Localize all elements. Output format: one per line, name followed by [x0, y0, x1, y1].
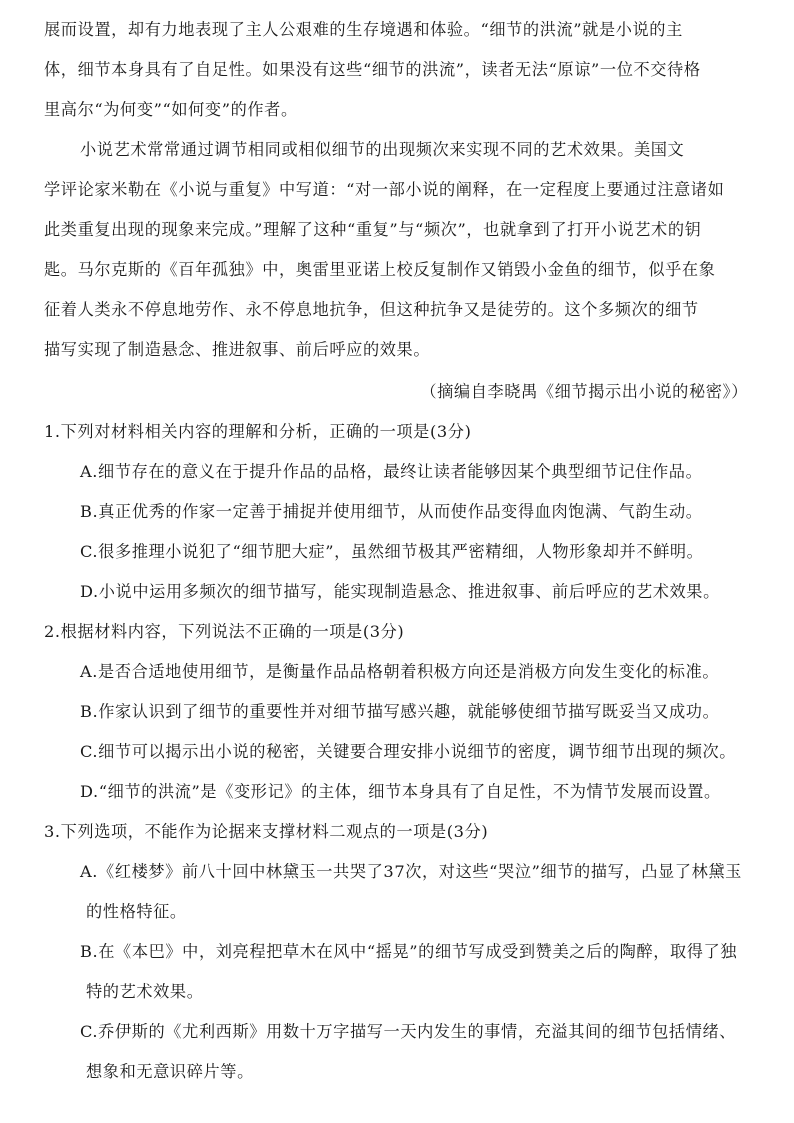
- option-c: C.乔伊斯的《尤利西斯》用数十万字描写一天内发生的事情，充溢其间的细节包括情绪、: [80, 1022, 737, 1041]
- option-a: A.是否合适地使用细节，是衡量作品品格朝着积极方向还是消极方向发生变化的标准。: [80, 662, 720, 681]
- passage-line: 此类重复出现的现象来完成。”理解了这种“重复”与“频次”，也就拿到了打开小说艺术的钥: [44, 220, 702, 239]
- question-stem: 1.下列对材料相关内容的理解和分析，正确的一项是(3分): [44, 422, 472, 441]
- question-stem: 3.下列选项，不能作为论据来支撑材料二观点的一项是(3分): [44, 822, 489, 841]
- option-d: D.“细节的洪流”是《变形记》的主体，细节本身具有了自足性，不为情节发展而设置。: [80, 782, 721, 801]
- option-b: B.在《本巴》中，刘亮程把草木在风中“摇晃”的细节写成受到赞美之后的陶醉，取得了独: [80, 942, 738, 961]
- option-c: C.很多推理小说犯了“细节肥大症”，虽然细节极其严密精细，人物形象却并不鲜明。: [80, 542, 704, 561]
- question-stem: 2.根据材料内容，下列说法不正确的一项是(3分): [44, 622, 405, 641]
- option-d: D.小说中运用多频次的细节描写，能实现制造悬念、推进叙事、前后呼应的艺术效果。: [80, 582, 720, 601]
- passage-line: 小说艺术常常通过调节相同或相似细节的出现频次来实现不同的艺术效果。美国文: [80, 140, 685, 159]
- passage-source: （摘编自李晓禺《细节揭示出小说的秘密》）: [420, 382, 748, 401]
- passage-line: 里高尔“为何变”“如何变”的作者。: [44, 100, 298, 119]
- option-b-cont: 特的艺术效果。: [86, 982, 204, 1001]
- passage-line: 学评论家米勒在《小说与重复》中写道：“对一部小说的阐释，在一定程度上要通过注意诸如: [44, 180, 725, 199]
- option-a: A.细节存在的意义在于提升作品的品格，最终让读者能够因某个典型细节记住作品。: [80, 462, 703, 481]
- passage-line: 描写实现了制造悬念、推进叙事、前后呼应的效果。: [44, 340, 431, 359]
- passage-line: 体，细节本身具有了自足性。如果没有这些“细节的洪流”，读者无法“原谅”一位不交待格: [44, 60, 701, 79]
- option-b: B.真正优秀的作家一定善于捕捉并使用细节，从而使作品变得血肉饱满、气韵生动。: [80, 502, 703, 521]
- passage-line: 匙。马尔克斯的《百年孤独》中，奥雷里亚诺上校反复制作又销毁小金鱼的细节，似乎在象: [44, 260, 716, 279]
- passage-line: 征着人类永不停息地劳作、永不停息地抗争，但这种抗争又是徒劳的。这个多频次的细节: [44, 300, 699, 319]
- option-a: A.《红楼梦》前八十回中林黛玉一共哭了37次，对这些“哭泣”细节的描写，凸显了林黛玉: [80, 862, 742, 881]
- option-b: B.作家认识到了细节的重要性并对细节描写感兴趣，就能够使细节描写既妥当又成功。: [80, 702, 720, 721]
- option-c-cont: 想象和无意识碎片等。: [86, 1062, 254, 1081]
- option-c: C.细节可以揭示出小说的秘密，关键要合理安排小说细节的密度，调节细节出现的频次。: [80, 742, 737, 761]
- passage-line: 展而设置，却有力地表现了主人公艰难的生存境遇和体验。“细节的洪流”就是小说的主: [44, 20, 683, 39]
- option-a-cont: 的性格特征。: [86, 902, 187, 921]
